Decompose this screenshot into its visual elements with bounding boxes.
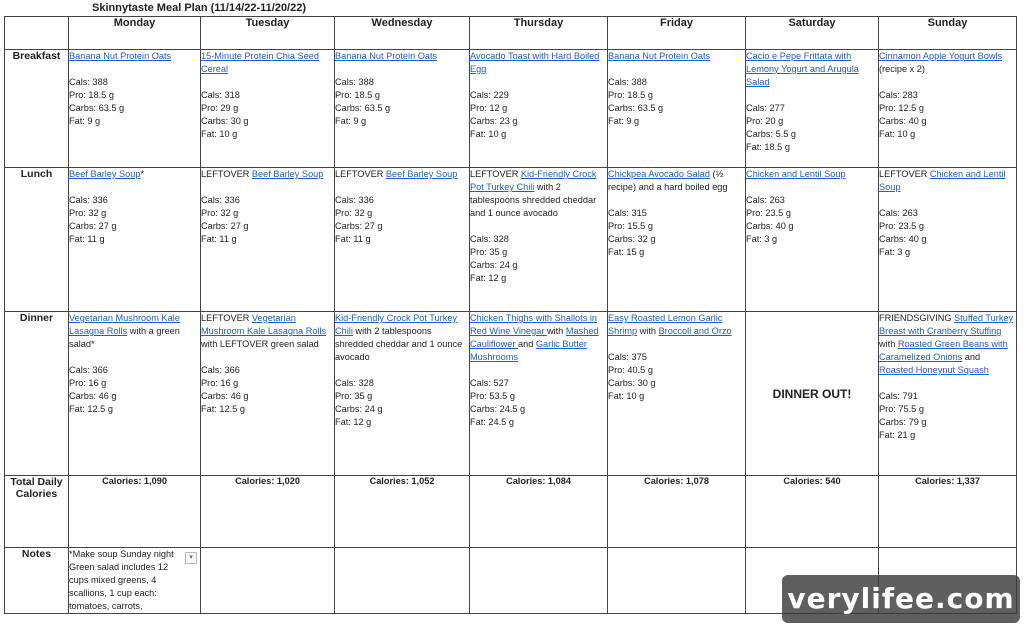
nutrition-fat: Fat: 12.5 g: [69, 404, 113, 414]
nutrition-carbs: Carbs: 27 g: [335, 221, 383, 231]
nutrition-carbs: Carbs: 30 g: [608, 378, 656, 388]
nutrition-cals: Cals: 336: [69, 195, 108, 205]
nutrition-info: [470, 377, 607, 429]
breakfast-cell-sunday: [879, 50, 1017, 168]
nutrition-cals: Cals: 328: [470, 234, 509, 244]
meal-note-text: and: [518, 339, 536, 349]
nutrition-carbs: Carbs: 40 g: [746, 221, 794, 231]
dinner-cell-tuesday: [201, 312, 335, 476]
breakfast-row: [5, 50, 1017, 168]
day-header-monday: Monday: [69, 17, 201, 50]
nutrition-carbs: Carbs: 79 g: [879, 417, 927, 427]
breakfast-cell-tuesday: [201, 50, 335, 168]
recipe-link[interactable]: Roasted Green Beans with Caramelized Onions: [879, 339, 1008, 362]
meal-description: [879, 50, 1016, 76]
nutrition-info: [335, 194, 469, 246]
notes-cell-monday[interactable]: [69, 548, 201, 614]
nutrition-pro: Pro: 12 g: [470, 103, 508, 113]
nutrition-carbs: Carbs: 63.5 g: [335, 103, 391, 113]
nutrition-cals: Cals: 315: [608, 208, 647, 218]
nutrition-carbs: Carbs: 63.5 g: [69, 103, 125, 113]
dinner-row: [5, 312, 1017, 476]
total-calories-saturday: Calories: 540: [746, 476, 879, 548]
nutrition-info: [201, 89, 334, 141]
nutrition-fat: Fat: 15 g: [608, 247, 645, 257]
meal-note-text: with: [637, 326, 659, 336]
recipe-link[interactable]: Garlic Butter Mushrooms: [470, 339, 587, 362]
meal-note-text: with a green salad*: [69, 326, 180, 349]
meal-note-text: LEFTOVER: [201, 313, 252, 323]
nutrition-carbs: Carbs: 27 g: [69, 221, 117, 231]
nutrition-cals: Cals: 318: [201, 90, 240, 100]
nutrition-carbs: Carbs: 30 g: [201, 116, 249, 126]
nutrition-fat: Fat: 10 g: [201, 129, 238, 139]
meal-description: [746, 50, 878, 89]
lunch-cell-wednesday: [335, 168, 470, 312]
meal-note-text: LEFTOVER: [335, 169, 386, 179]
nutrition-fat: Fat: 9 g: [335, 116, 367, 126]
meal-description: [201, 312, 334, 351]
recipe-link[interactable]: Easy Roasted Lemon Garlic Shrimp: [608, 313, 723, 336]
lunch-row: [5, 168, 1017, 312]
nutrition-carbs: Carbs: 5.5 g: [746, 129, 797, 139]
recipe-link[interactable]: Mashed Cauliflower: [470, 326, 599, 349]
nutrition-info: [746, 194, 878, 246]
day-header-friday: Friday: [608, 17, 746, 50]
recipe-link[interactable]: Broccoli and Orzo: [658, 326, 732, 336]
recipe-link[interactable]: Beef Barley Soup: [69, 169, 141, 179]
recipe-link[interactable]: Vegetarian Mushroom Kale Lasagna Rolls: [201, 313, 327, 336]
nutrition-fat: Fat: 10 g: [470, 129, 507, 139]
nutrition-fat: Fat: 12 g: [470, 273, 507, 283]
lunch-cell-thursday: [470, 168, 608, 312]
nutrition-fat: Fat: 21 g: [879, 430, 916, 440]
recipe-link[interactable]: Banana Nut Protein Oats: [69, 51, 172, 61]
recipe-link[interactable]: Stuffed Turkey Breast with Cranberry Stuffing: [879, 313, 1014, 336]
nutrition-pro: Pro: 32 g: [335, 208, 373, 218]
nutrition-carbs: Carbs: 32 g: [608, 234, 656, 244]
day-header-wednesday: Wednesday: [335, 17, 470, 50]
recipe-link[interactable]: Roasted Honeynut Squash: [879, 365, 989, 375]
nutrition-cals: Cals: 277: [746, 103, 785, 113]
notes-cell-thursday: [470, 548, 608, 614]
dinner-cell-wednesday: [335, 312, 470, 476]
meal-note-text: (recipe x 2): [879, 64, 925, 74]
nutrition-pro: Pro: 23.5 g: [746, 208, 791, 218]
notes-text: *Make soup Sunday night Green salad includes 12 cups mixed greens, 4 scallions, 1 cup each: tomatoes, carrots,: [69, 549, 174, 611]
nutrition-cals: Cals: 336: [201, 195, 240, 205]
lunch-cell-saturday: [746, 168, 879, 312]
day-header-sunday: Sunday: [879, 17, 1017, 50]
total-calories-wednesday: Calories: 1,052: [335, 476, 470, 548]
meal-description: [746, 168, 878, 181]
nutrition-pro: Pro: 35 g: [470, 247, 508, 257]
nutrition-pro: Pro: 16 g: [69, 378, 107, 388]
recipe-link[interactable]: Cacio e Pepe Frittata with Lemony Yogurt and Arugula Salad: [746, 51, 859, 87]
meal-description: [201, 168, 334, 181]
nutrition-carbs: Carbs: 27 g: [201, 221, 249, 231]
nutrition-cals: Cals: 791: [879, 391, 918, 401]
nutrition-pro: Pro: 18.5 g: [335, 90, 380, 100]
nutrition-info: [470, 233, 607, 285]
meal-note-text: LEFTOVER: [470, 169, 521, 179]
meal-note-text: *: [140, 169, 145, 179]
row-label-lunch: Lunch: [5, 168, 69, 312]
nutrition-pro: Pro: 12.5 g: [879, 103, 924, 113]
nutrition-pro: Pro: 75.5 g: [879, 404, 924, 414]
nutrition-pro: Pro: 32 g: [69, 208, 107, 218]
meal-description: [335, 168, 469, 181]
recipe-link[interactable]: Cinnamon Apple Yogurt Bowls: [879, 51, 1003, 61]
recipe-link[interactable]: Beef Barley Soup: [385, 169, 458, 179]
nutrition-carbs: Carbs: 46 g: [201, 391, 249, 401]
nutrition-fat: Fat: 10 g: [879, 129, 916, 139]
meal-note-text: (½ recipe) and a hard boiled egg: [608, 169, 728, 192]
nutrition-info: [879, 390, 1016, 442]
nutrition-pro: Pro: 35 g: [335, 391, 373, 401]
meal-plan-table: [4, 16, 1017, 614]
recipe-link[interactable]: Banana Nut Protein Oats: [608, 51, 711, 61]
lunch-cell-monday: [69, 168, 201, 312]
dinner-out-label: DINNER OUT!: [772, 386, 852, 401]
nutrition-cals: Cals: 527: [470, 378, 509, 388]
meal-note-text: with: [879, 339, 898, 349]
breakfast-cell-thursday: [470, 50, 608, 168]
nutrition-info: [608, 207, 745, 259]
meal-description: [69, 312, 200, 351]
nutrition-pro: Pro: 23.5 g: [879, 221, 924, 231]
nutrition-fat: Fat: 11 g: [335, 234, 371, 244]
watermark-logo: verylifee.com: [782, 575, 1020, 623]
nutrition-fat: Fat: 12.5 g: [201, 404, 245, 414]
meal-description: [335, 50, 469, 63]
nutrition-cals: Cals: 328: [335, 378, 374, 388]
nutrition-cals: Cals: 388: [335, 77, 374, 87]
nutrition-fat: Fat: 11 g: [201, 234, 237, 244]
nutrition-cals: Cals: 263: [746, 195, 785, 205]
meal-description: [879, 168, 1016, 194]
meal-note-text: with 2 tablespoons shredded cheddar and 1 ounce avocado: [470, 182, 597, 218]
nutrition-pro: Pro: 32 g: [201, 208, 239, 218]
nutrition-info: [201, 364, 334, 416]
recipe-link[interactable]: Chicken and Lentil Soup: [879, 169, 1006, 192]
nutrition-pro: Pro: 40.5 g: [608, 365, 653, 375]
meal-note-text: LEFTOVER: [201, 169, 252, 179]
recipe-link[interactable]: Kid-Friendly Crock Pot Turkey Chili: [470, 169, 597, 192]
dinner-cell-sunday: [879, 312, 1017, 476]
lunch-cell-tuesday: [201, 168, 335, 312]
meal-description: [470, 50, 607, 76]
meal-description: [470, 168, 607, 220]
nutrition-cals: Cals: 366: [69, 365, 108, 375]
row-label-breakfast: Breakfast: [5, 50, 69, 168]
breakfast-cell-friday: [608, 50, 746, 168]
nutrition-pro: Pro: 20 g: [746, 116, 784, 126]
nutrition-info: [608, 351, 745, 403]
recipe-link[interactable]: Banana Nut Protein Oats: [335, 51, 438, 61]
nutrition-pro: Pro: 15.5 g: [608, 221, 653, 231]
row-label-notes: Notes: [5, 548, 69, 614]
nutrition-pro: Pro: 18.5 g: [608, 90, 653, 100]
nutrition-carbs: Carbs: 24 g: [335, 404, 383, 414]
total-calories-thursday: Calories: 1,084: [470, 476, 608, 548]
total-calories-friday: Calories: 1,078: [608, 476, 746, 548]
nutrition-fat: Fat: 9 g: [69, 116, 101, 126]
nutrition-pro: Pro: 16 g: [201, 378, 239, 388]
recipe-link[interactable]: Avocado Toast with Hard Boiled Egg: [470, 51, 600, 74]
notes-cell-tuesday: [201, 548, 335, 614]
nutrition-info: [69, 76, 200, 128]
nutrition-info: [470, 89, 607, 141]
nutrition-fat: Fat: 11 g: [69, 234, 105, 244]
notes-cell-friday: [608, 548, 746, 614]
nutrition-cals: Cals: 283: [879, 90, 918, 100]
nutrition-info: [746, 102, 878, 154]
nutrition-fat: Fat: 9 g: [608, 116, 640, 126]
dinner-cell-saturday: [746, 312, 879, 476]
nutrition-carbs: Carbs: 24.5 g: [470, 404, 526, 414]
lunch-cell-sunday: [879, 168, 1017, 312]
nutrition-carbs: Carbs: 63.5 g: [608, 103, 664, 113]
breakfast-cell-saturday: [746, 50, 879, 168]
recipe-link[interactable]: Chicken and Lentil Soup: [746, 169, 846, 179]
dinner-cell-friday: [608, 312, 746, 476]
meal-description: [608, 50, 745, 63]
nutrition-fat: Fat: 18.5 g: [746, 142, 790, 152]
nutrition-pro: Pro: 29 g: [201, 103, 239, 113]
nutrition-info: [608, 76, 745, 128]
meal-description: [608, 168, 745, 194]
nutrition-info: [335, 377, 469, 429]
nutrition-info: [879, 89, 1016, 141]
nutrition-info: [201, 194, 334, 246]
notes-cell-wednesday: [335, 548, 470, 614]
nutrition-info: [879, 207, 1016, 259]
total-calories-monday: Calories: 1,090: [69, 476, 201, 548]
nutrition-carbs: Carbs: 40 g: [879, 234, 927, 244]
meal-note-text: FRIENDSGIVING: [879, 313, 955, 323]
meal-note-text: and: [962, 352, 981, 362]
total-calories-tuesday: Calories: 1,020: [201, 476, 335, 548]
total-calories-sunday: Calories: 1,337: [879, 476, 1017, 548]
recipe-link[interactable]: Kid-Friendly Crock Pot Turkey Chili: [335, 313, 458, 336]
nutrition-info: [69, 194, 200, 246]
day-header-saturday: Saturday: [746, 17, 879, 50]
nutrition-cals: Cals: 336: [335, 195, 374, 205]
nutrition-cals: Cals: 388: [608, 77, 647, 87]
nutrition-cals: Cals: 375: [608, 352, 647, 362]
nutrition-cals: Cals: 388: [69, 77, 108, 87]
nutrition-fat: Fat: 3 g: [879, 247, 911, 257]
nutrition-pro: Pro: 53.5 g: [470, 391, 515, 401]
nutrition-fat: Fat: 10 g: [608, 391, 645, 401]
recipe-link[interactable]: Vegetarian Mushroom Kale Lasagna Rolls: [69, 313, 180, 336]
nutrition-cals: Cals: 366: [201, 365, 240, 375]
meal-note-text: with: [546, 326, 566, 336]
nutrition-cals: Cals: 263: [879, 208, 918, 218]
row-label-total: Total Daily Calories: [5, 476, 69, 548]
total-row: [5, 476, 1017, 548]
nutrition-carbs: Carbs: 23 g: [470, 116, 518, 126]
nutrition-info: [69, 364, 200, 416]
meal-note-text: LEFTOVER: [879, 169, 930, 179]
recipe-link[interactable]: Chicken Thighs with Shallots in Red Wine Vinegar: [470, 313, 597, 336]
day-header-tuesday: Tuesday: [201, 17, 335, 50]
meal-description: [69, 168, 200, 181]
recipe-link[interactable]: Chickpea Avocado Salad: [608, 169, 710, 179]
row-label-dinner: Dinner: [5, 312, 69, 476]
corner-cell: [5, 17, 69, 50]
meal-description: [608, 312, 745, 338]
nutrition-carbs: Carbs: 24 g: [470, 260, 518, 270]
recipe-link[interactable]: Beef Barley Soup: [251, 169, 324, 179]
nutrition-fat: Fat: 3 g: [746, 234, 778, 244]
nutrition-carbs: Carbs: 40 g: [879, 116, 927, 126]
breakfast-cell-monday: [69, 50, 201, 168]
day-header-thursday: Thursday: [470, 17, 608, 50]
lunch-cell-friday: [608, 168, 746, 312]
nutrition-info: [335, 76, 469, 128]
chevron-down-icon[interactable]: ▾: [185, 552, 197, 564]
meal-note-text: with 2 tablespoons shredded cheddar and 1 ounce avocado: [335, 326, 463, 362]
meal-description: [69, 50, 200, 63]
breakfast-cell-wednesday: [335, 50, 470, 168]
meal-description: [470, 312, 607, 364]
dinner-cell-thursday: [470, 312, 608, 476]
meal-description: [335, 312, 469, 364]
nutrition-carbs: Carbs: 46 g: [69, 391, 117, 401]
dinner-cell-monday: [69, 312, 201, 476]
meal-description: [201, 50, 334, 76]
recipe-link[interactable]: 15-Minute Protein Chia Seed Cereal: [201, 51, 319, 74]
nutrition-fat: Fat: 24.5 g: [470, 417, 514, 427]
nutrition-pro: Pro: 18.5 g: [69, 90, 114, 100]
meal-description: [879, 312, 1016, 377]
nutrition-fat: Fat: 12 g: [335, 417, 372, 427]
page-title: Skinnytaste Meal Plan (11/14/22-11/20/22): [92, 2, 307, 14]
nutrition-cals: Cals: 229: [470, 90, 509, 100]
header-row: [5, 17, 1017, 50]
meal-note-text: with LEFTOVER green salad: [201, 339, 319, 349]
